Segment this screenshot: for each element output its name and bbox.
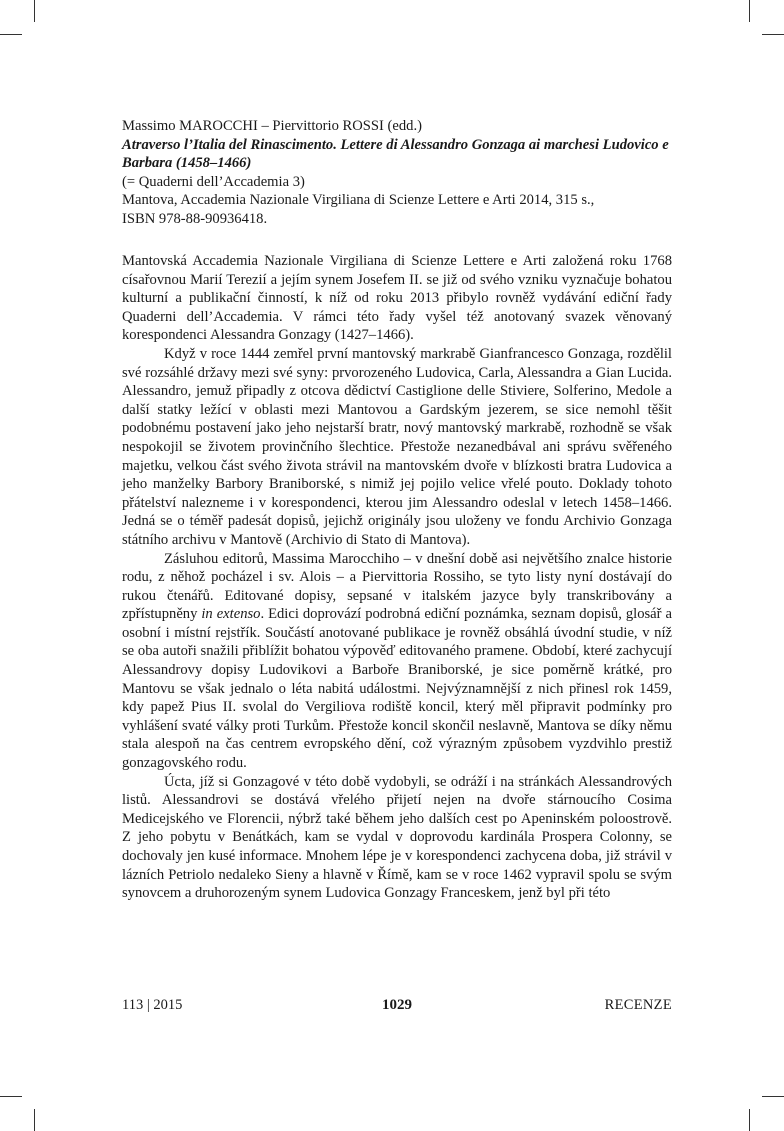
page-footer: [122, 997, 672, 1017]
book-authors: Massimo MAROCCHI – Piervittorio ROSSI (edd.): [122, 118, 422, 134]
book-series: (= Quaderni dell’Accademia 3): [122, 173, 305, 190]
page-content: [122, 117, 672, 903]
crop-mark: [762, 1096, 784, 1097]
paragraph: Mantovská Accademia Nazionale Virgiliana di Scienze Lettere e Arti založená roku 1768 císařovnou Marií Terezií a jejím synem Josefem II. se již od svého vzniku vyznačuje bohatou kulturní a publikační činností, k níž od roku 2013 přibylo rovněž vydávání ediční řady Quaderni dell’Accademia. V rámci této řady vyšel též anotovaný svazek věnovaný korespondenci Alessandra Gonzagy (1427–1466).: [122, 253, 672, 344]
book-publisher: Mantova, Accademia Nazionale Virgiliana di Scienze Lettere e Arti 2014, 315 s.,: [122, 192, 595, 208]
issue-info: 113 | 2015: [122, 997, 183, 1013]
paragraph: Když v roce 1444 zemřel první mantovský markrabě Gianfrancesco Gonzaga, rozdělil své rozsáhlé državy mezi své syny: prvorozeného Ludovica, Carla, Alessandra a Gian Lucida. Alessandro, jemuž připadly z otcova dědictví Castiglione delle Stiviere, Solferino, Medole a další statky ležící v oblasti mezi Mantovou a Gardským jezerem, se sice nemohl těšit podobnému postavení jako jeho nejstarší bratr, nový mantovský markrabě, rozhodně se však nespokojil se životem provinčního šlechtice. Přestože nezanedbával ani správu svěřeného majetku, velkou část svého života strávil na mantovském dvoře v blízkosti bratra Ludovica a jeho manželky Barbory Braniborské, s nimiž jej pojilo velice vřelé pouto. Doklady tohoto přátelství nalezneme i v korespondenci, kterou jim Alessandro odeslal v letech 1458–1466. Jedná se o téměř padesát dopisů, jejichž originály jsou uloženy ve fondu Archivio Gonzaga státního archivu v Mantově (Archivio di Stato di Mantova).: [122, 345, 672, 548]
crop-mark: [749, 1109, 750, 1131]
book-title: Atraverso l’Italia del Rinascimento. Lettere di Alessandro Gonzaga ai marchesi Ludovico e Barbara (1458–1466): [122, 136, 669, 171]
crop-mark: [34, 1109, 35, 1131]
italic-phrase: in extenso: [201, 606, 261, 623]
crop-mark: [0, 34, 22, 35]
section-label: RECENZE: [604, 997, 672, 1013]
paragraph: Úcta, jíž si Gonzagové v této době vydobyli, se odráží i na stránkách Alessandrových listů. Alessandrovi se dostává vřelého přijetí nejen na dvoře stárnoucího Cosima Medicejského ve Florencii, nýbrž také během jeho dalších cest po Apeninském poloostrově. Z jeho pobytu v Benátkách, kam se vydal v doprovodu kardinála Prospera Colonny, se dochovaly jen kusé informace. Mnohem lépe je v korespondenci zachycena doba, již strávil v lázních Petriolo nedaleko Sieny a hlavně v Římě, kam se v roce 1462 vypravil spolu se svým synovcem a druhorozeným synem Ludovica Gonzagy Franceskem, jenž byl při této: [122, 773, 672, 902]
page-number: 1029: [382, 997, 412, 1013]
bibliographic-header: [122, 117, 672, 228]
crop-mark: [34, 0, 35, 22]
review-body: [122, 252, 672, 903]
crop-mark: [749, 0, 750, 22]
book-isbn: ISBN 978-88-90936418.: [122, 210, 268, 227]
paragraph-text: . Edici doprovází podrobná ediční poznámka, seznam dopisů, glosář a osobní i místní rejstřík. Součástí anotované publikace je rovněž obsáhlá úvodní studie, v níž se oba autoři snažili přiblížit bohatou výpověď editovaného pramene. Období, které zachycují Alessandrovy dopisy Ludovikovi a Barboře Braniborské, je sice poměrně krátké, pro Mantovu se však jednalo o léta nabitá událostmi. Nejvýznamnější z nich přinesl rok 1459, kdy papež Pius II. svolal do Vergiliova rodiště koncil, který měl připravit podmínky pro vyhlášení svaté války proti Turkům. Přestože koncil skončil neslavně, Mantova se díky němu stala alespoň na čas centrem evropského dění, což výrazným způsobem vyzdvihlo prestiž gonzagovského rodu.: [122, 606, 672, 772]
paragraph: [122, 550, 672, 773]
crop-mark: [0, 1096, 22, 1097]
paragraph-text: Zásluhou editorů, Massima Marocchiho – v dnešní době asi největšího znalce historie rodu, z něhož pocházel i sv. Alois – a Piervittoria Rossiho, se tyto listy nyní dostávají do rukou čtenářů. Editované dopisy, sepsané v italském jazyce byly transkribovány a zpřístupněny: [122, 550, 672, 623]
crop-mark: [762, 34, 784, 35]
